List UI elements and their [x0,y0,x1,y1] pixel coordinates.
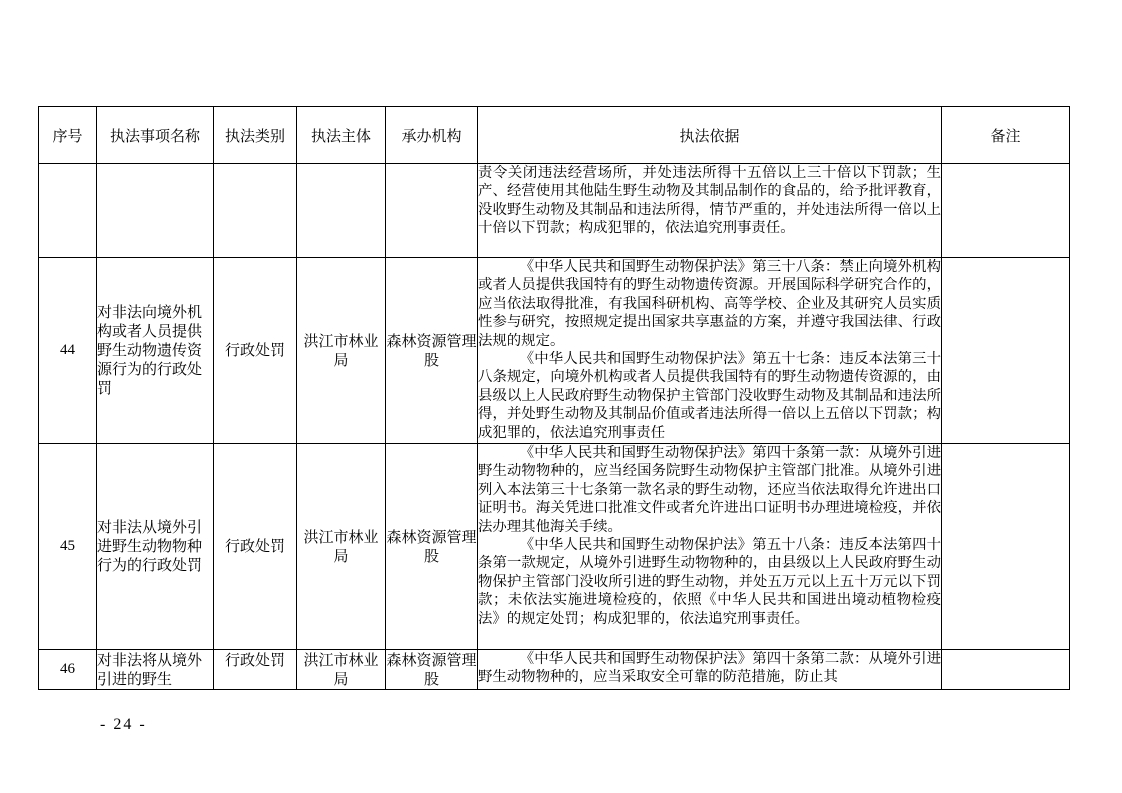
header-category: 执法类别 [214,107,297,164]
basis-paragraph: 《中华人民共和国野生动物保护法》第四十条第一款：从境外引进野生动物物种的，应当经国务院野生动物保护主管部门批准。从境外引进列入本法第三十七条第一款名录的野生动物，还应当依法取得允许进出口证明书。海关凭进口批准文件或者允许进出口证明书办理进境检疫，并依法办理其他海关手续。 [478,445,941,535]
header-agency: 承办机构 [386,107,478,164]
row-category: 行政处罚 [214,650,297,690]
row-subject [297,164,386,258]
row-index: 45 [39,444,97,650]
header-basis: 执法依据 [478,107,942,164]
header-remarks: 备注 [942,107,1070,164]
row-category [214,164,297,258]
basis-paragraph: 《中华人民共和国野生动物保护法》第五十七条：违反本法第三十八条规定，向境外机构或者人员提供我国特有的野生动物遗传资源的，由县级以上人民政府野生动物保护主管部门没收野生动物及其制品和违法所得，并处野生动物及其制品价值或者违法所得一倍以上五倍以下罚款；构成犯罪的，依法追究刑事责任 [478,351,941,441]
row-index: 44 [39,258,97,444]
row-basis [478,444,942,650]
row-category: 行政处罚 [214,258,297,444]
row-agency: 森林资源管理股 [386,444,478,650]
row-basis [478,258,942,444]
row-item-name: 对非法将从境外引进的野生 [97,650,214,690]
law-enforcement-table [38,106,1070,690]
row-remarks [942,258,1070,444]
header-item-name: 执法事项名称 [97,107,214,164]
table-row-45 [39,444,1070,650]
header-index: 序号 [39,107,97,164]
row-index: 46 [39,650,97,690]
basis-paragraph: 《中华人民共和国野生动物保护法》第五十八条：违反本法第四十条第一款规定，从境外引进野生动物物种的，由县级以上人民政府野生动物保护主管部门没收所引进的野生动物，并处五万元以上五十万元以下罚款；未依法实施进境检疫的，依照《中华人民共和国进出境动植物检疫法》的规定处罚；构成犯罪的，依法追究刑事责任。 [478,537,941,627]
row-item-name: 对非法从境外引进野生动物物种行为的行政处罚 [97,444,214,650]
basis-paragraph: 《中华人民共和国野生动物保护法》第三十八条：禁止向境外机构或者人员提供我国特有的野生动物遗传资源。开展国际科学研究合作的，应当依法取得批准，有我国科研机构、高等学校、企业及其研究人员实质性参与研究，按照规定提出国家共享惠益的方案，并遵守我国法律、行政法规的规定。 [478,259,941,349]
row-subject: 洪江市林业局 [297,444,386,650]
basis-paragraph: 责令关闭违法经营场所，并处违法所得十五倍以上三十倍以下罚款；生产、经营使用其他陆生野生动物及其制品制作的食品的，给予批评教育，没收野生动物及其制品和违法所得，情节严重的，并处违法所得一倍以上十倍以下罚款；构成犯罪的，依法追究刑事责任。 [478,165,941,237]
row-subject: 洪江市林业局 [297,650,386,690]
row-remarks [942,650,1070,690]
table-row-continued [39,164,1070,258]
row-agency: 森林资源管理股 [386,651,477,688]
basis-paragraph: 《中华人民共和国野生动物保护法》第四十条第二款：从境外引进野生动物物种的，应当采取安全可靠的防范措施，防止其 [478,651,941,686]
header-subject: 执法主体 [297,107,386,164]
row-agency: 森林资源管理股 [386,258,478,444]
row-agency [386,164,478,258]
row-remarks [942,164,1070,258]
row-item-name: 对非法向境外机构或者人员提供野生动物遗传资源行为的行政处罚 [97,258,214,444]
table-row-46 [39,650,1070,690]
row-basis [478,650,942,690]
row-category: 行政处罚 [214,444,297,650]
row-index [39,164,97,258]
row-remarks [942,444,1070,650]
page-number: - 24 - [100,716,147,733]
header-row [39,107,1070,164]
row-basis [478,164,942,258]
row-subject: 洪江市林业局 [297,258,386,444]
row-item-name [97,164,214,258]
table-row-44 [39,258,1070,444]
